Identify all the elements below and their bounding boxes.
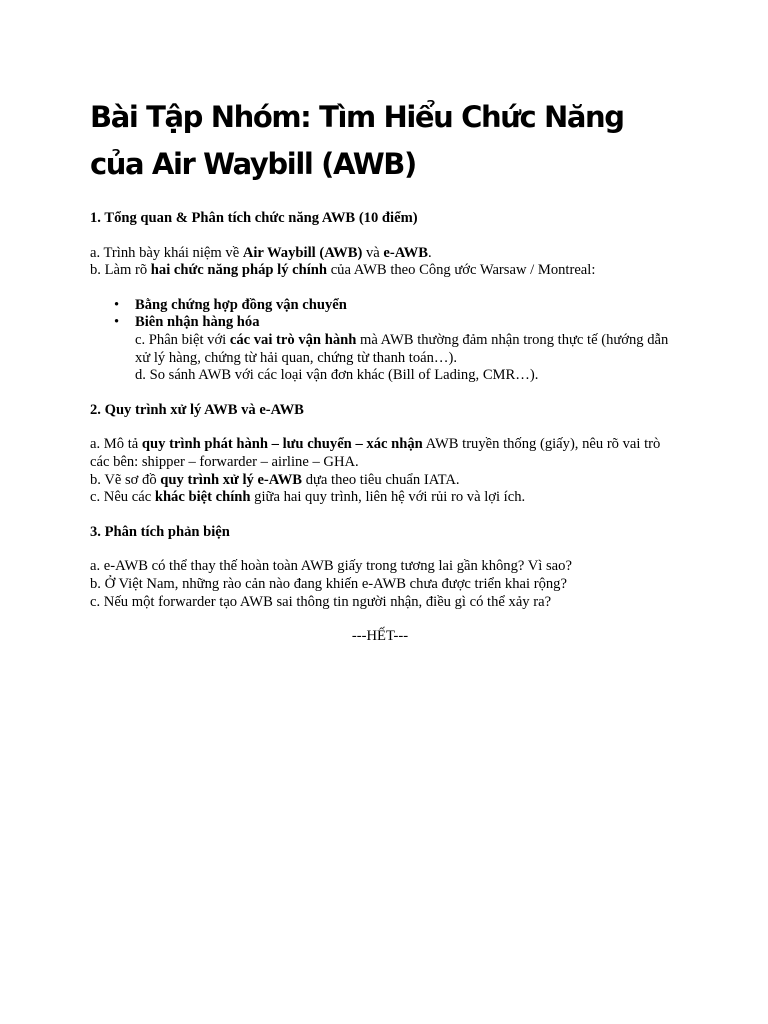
section-1-item-b: [90, 262, 680, 280]
section-2-item-c-text: c. Nêu các: [90, 489, 155, 506]
section-2-item-a-text: a. Mô tả: [90, 436, 142, 453]
section-1-item-a-bold-awb: Air Waybill (AWB): [242, 244, 363, 261]
section-1-item-b-suffix: của AWB theo Công ước Warsaw / Montreal:: [327, 262, 596, 279]
section-2-item-b-suffix: dựa theo tiêu chuẩn IATA.: [302, 471, 460, 488]
end-marker: ---HẾT---: [351, 628, 409, 645]
section-3-item-c: c. Nếu một forwarder tạo AWB sai thông tin người nhận, điều gì có thể xảy ra?: [90, 593, 552, 610]
section-2-item-b: [90, 472, 680, 490]
section-3: [90, 524, 680, 611]
section-1-item-c-suffix: mà AWB thường đảm nhận trong thực tế (hướng dẫn xử lý hàng, chứng từ hải quan, chứng từ thanh toán…).: [135, 331, 669, 366]
section-1-heading: 1. Tổng quan & Phân tích chức năng AWB (10 điểm): [90, 210, 418, 226]
section-2-item-c-suffix: giữa hai quy trình, liên hệ với rủi ro và lợi ích.: [250, 489, 526, 506]
section-2-item-a-suffix: AWB truyền thống (giấy), nêu rõ vai trò các bên: shipper – forwarder – airline – GHA.: [90, 436, 661, 470]
section-1-item-c-text: c. Phân biệt với: [135, 331, 230, 348]
section-1-item-c: [90, 332, 680, 367]
section-1-item-a-mid: và: [362, 244, 384, 261]
section-1-item-a-suffix: .: [427, 244, 432, 261]
section-2-item-a: [90, 436, 680, 471]
document-title: Bài Tập Nhóm: Tìm Hiểu Chức Năng của Air Waybill (AWB): [90, 100, 624, 181]
section-2-item-a-bold: quy trình phát hành – lưu chuyển – xác nhận: [141, 436, 423, 453]
bullet-item-text: Biên nhận hàng hóa: [135, 314, 260, 331]
section-1-bullet-list: [90, 297, 680, 332]
bullet-item-text: Bằng chứng hợp đồng vận chuyển: [135, 296, 347, 313]
section-1-item-a-text: a. Trình bày khái niệm về: [90, 244, 243, 261]
section-3-item-b: b. Ở Việt Nam, những rào cản nào đang khiến e-AWB chưa được triển khai rộng?: [90, 575, 567, 592]
bullet-item: [114, 296, 680, 315]
section-2-item-b-text: b. Vẽ sơ đồ: [90, 471, 161, 488]
section-3-item-a: a. e-AWB có thể thay thế hoàn toàn AWB giấy trong tương lai gần không? Vì sao?: [90, 558, 572, 575]
section-2-item-b-bold: quy trình xử lý e-AWB: [160, 471, 303, 488]
section-1-item-a: [90, 245, 680, 263]
section-1-item-a-bold-eawb: e-AWB: [383, 244, 428, 261]
section-2-item-c: [90, 489, 680, 507]
section-1-item-d: d. So sánh AWB với các loại vận đơn khác (Bill of Lading, CMR…).: [135, 367, 539, 384]
bullet-item: [114, 314, 680, 332]
section-1-item-b-bold: hai chức năng pháp lý chính: [150, 262, 328, 279]
section-3-heading: 3. Phân tích phản biện: [90, 523, 230, 540]
section-1: [90, 210, 680, 385]
section-1-item-c-bold: các vai trò vận hành: [229, 331, 357, 348]
section-2-heading: 2. Quy trình xử lý AWB và e-AWB: [90, 401, 304, 418]
section-2: [90, 402, 680, 507]
bullet-dot: •: [114, 314, 120, 331]
bullet-dot: •: [114, 296, 120, 313]
section-2-item-c-bold: khác biệt chính: [154, 489, 251, 506]
section-1-item-b-text: b. Làm rõ: [90, 262, 151, 279]
